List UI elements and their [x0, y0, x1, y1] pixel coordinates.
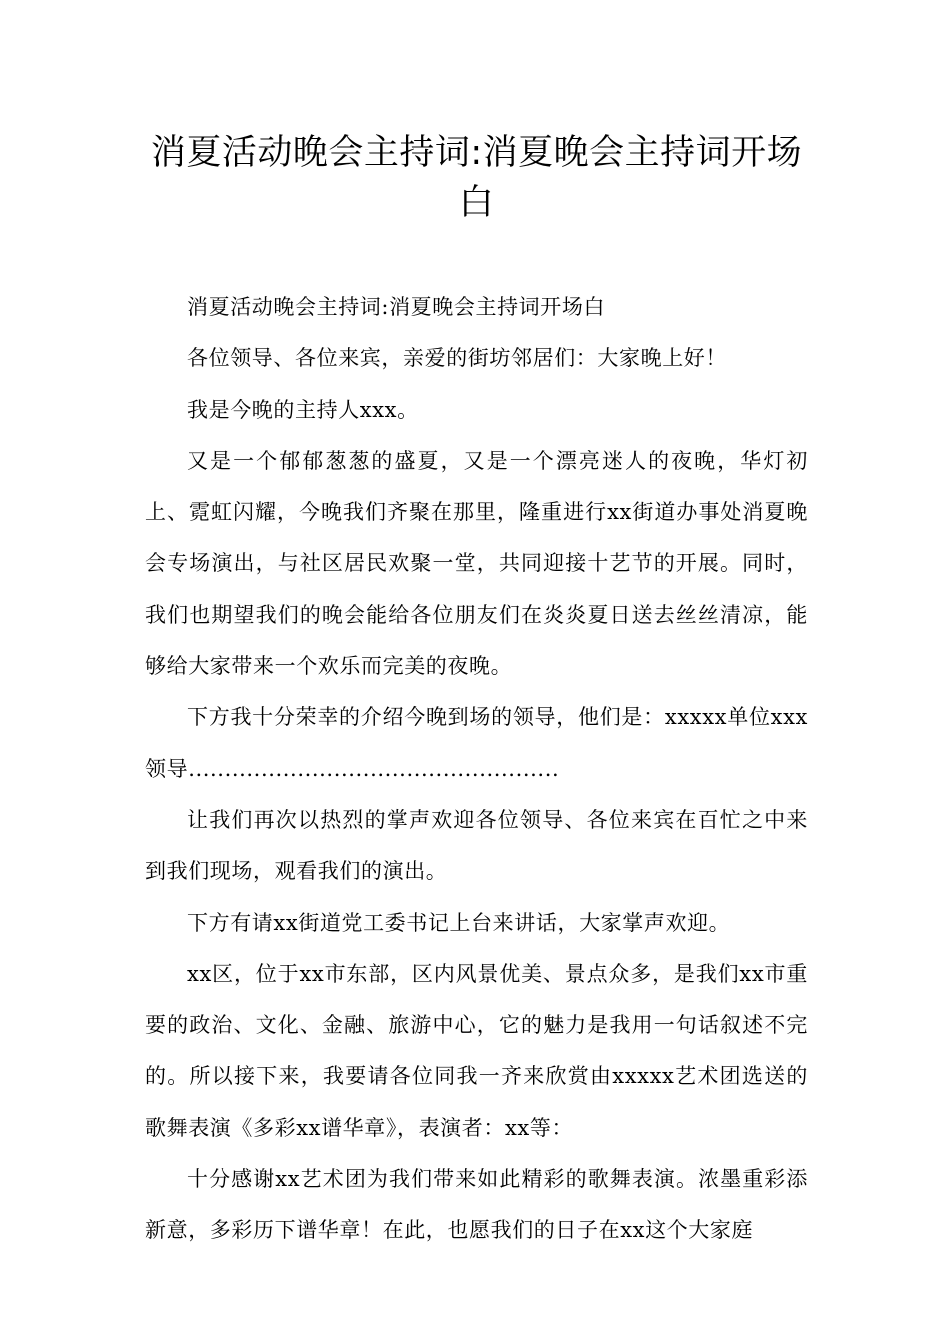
paragraph: 消夏活动晚会主持词:消夏晚会主持词开场白: [187, 295, 606, 319]
document-title: 消夏活动晚会主持词:消夏晚会主持词开场白: [150, 133, 803, 223]
paragraph: 下方有请xx街道党工委书记上台来讲话，大家掌声欢迎。: [187, 910, 731, 935]
document-body: [145, 282, 808, 1257]
paragraph: 各位领导、各位来宾，亲爱的街坊邻居们：大家晚上好！: [187, 346, 727, 371]
paragraph: 下方我十分荣幸的介绍今晚到场的领导，他们是：xxxxx单位xxx领导...................................................: [145, 705, 808, 781]
paragraph: xx区，位于xx市东部，区内风景优美、景点众多，是我们xx市重要的政治、文化、金融、旅游中心，它的魅力是我用一句话叙述不完的。所以接下来，我要请各位同我一齐来欣赏由xxxxx艺术团选送的歌舞表演《多彩xx谱华章》，表演者：xx等：: [145, 961, 808, 1140]
paragraph: 又是一个郁郁葱葱的盛夏，又是一个漂亮迷人的夜晚，华灯初上、霓虹闪耀，今晚我们齐聚在那里，隆重进行xx街道办事处消夏晚会专场演出，与社区居民欢聚一堂，共同迎接十艺节的开展。同时，我们也期望我们的晚会能给各位朋友们在炎炎夏日送去丝丝清凉，能够给大家带来一个欢乐而完美的夜晚。: [145, 448, 808, 679]
paragraph: 十分感谢xx艺术团为我们带来如此精彩的歌舞表演。浓墨重彩添新意，多彩历下谱华章！在此，也愿我们的日子在xx这个大家庭: [145, 1167, 808, 1243]
paragraph: 我是今晚的主持人xxx。: [187, 397, 419, 422]
paragraph: 让我们再次以热烈的掌声欢迎各位领导、各位来宾在百忙之中来到我们现场，观看我们的演出。: [145, 807, 808, 884]
